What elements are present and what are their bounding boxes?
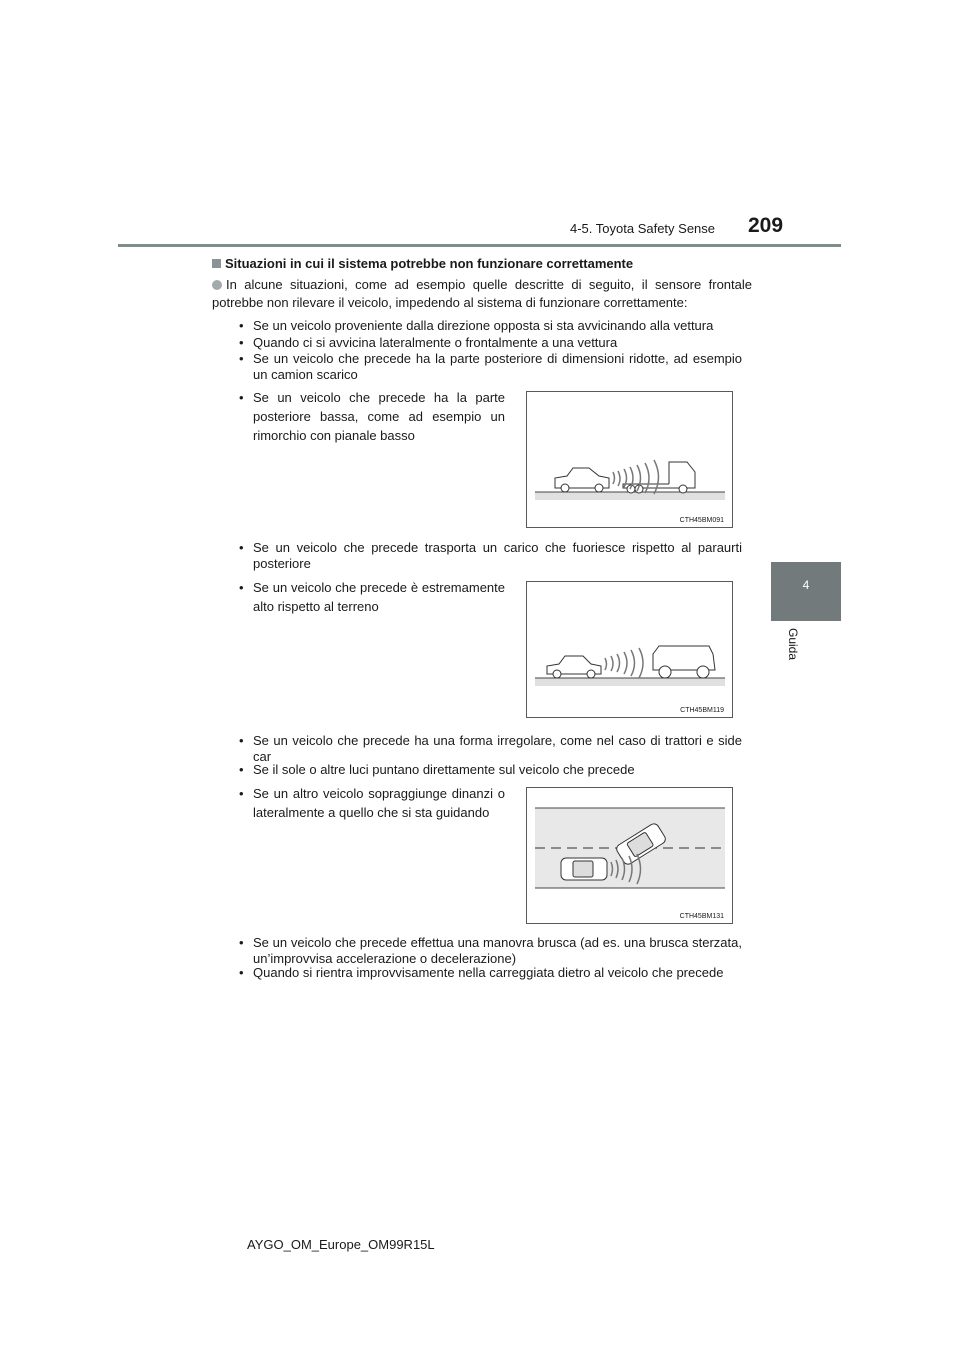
figure-id: CTH45BM119 bbox=[680, 707, 724, 714]
list-item: • Quando ci si avvicina lateralmente o frontalmente a una vettura bbox=[239, 335, 618, 350]
list-item: • Se il sole o altre luci puntano direttamente sul veicolo che precede bbox=[239, 762, 635, 777]
intro-paragraph bbox=[212, 276, 752, 312]
header-rule bbox=[118, 244, 841, 247]
list-item: • Se un veicolo che precede è estremamente alto rispetto al terreno bbox=[239, 580, 505, 614]
section-title: 4-5. Toyota Safety Sense bbox=[570, 221, 716, 236]
document-code: AYGO_OM_Europe_OM99R15L bbox=[247, 1237, 435, 1252]
chapter-label: Guida bbox=[786, 628, 800, 661]
figure-id: CTH45BM131 bbox=[679, 913, 724, 920]
list-item: • Se un veicolo proveniente dalla direzione opposta si sta avvicinando alla vettura bbox=[239, 318, 714, 333]
list-item: • Se un altro veicolo sopraggiunge dinanzi o lateralmente a quello che si sta guidando bbox=[239, 786, 505, 820]
page-number: 209 bbox=[748, 214, 784, 237]
list-item: • Se un veicolo che precede trasporta un carico che fuoriesce rispetto al paraurti posteriore bbox=[239, 540, 742, 571]
chapter-number: 4 bbox=[802, 578, 810, 592]
list-item: • Se un veicolo che precede ha una forma irregolare, come nel caso di trattori e side car bbox=[239, 733, 742, 764]
intro-text: In alcune situazioni, come ad esempio quelle descritte di seguito, il sensore frontale potrebbe non rilevare il veicolo, impedendo al sistema di funzionare correttamente: bbox=[212, 277, 752, 310]
figure-cut-in bbox=[526, 787, 733, 924]
round-bullet-icon bbox=[212, 280, 222, 290]
square-bullet-icon bbox=[212, 259, 221, 268]
figure-id: CTH45BM091 bbox=[679, 517, 724, 524]
section-heading-text: Situazioni in cui il sistema potrebbe non funzionare correttamente bbox=[225, 256, 634, 271]
figure-tall-vehicle bbox=[526, 581, 733, 718]
list-item: • Quando si rientra improvvisamente nella carreggiata dietro al veicolo che precede bbox=[239, 965, 724, 980]
list-item: • Se un veicolo che precede effettua una manovra brusca (ad es. una brusca sterzata, un’improvvisa accelerazione o decelerazione) bbox=[239, 935, 742, 966]
list-item: • Se un veicolo che precede ha la parte posteriore di dimensioni ridotte, ad esempio un camion scarico bbox=[239, 351, 742, 382]
figure-low-trailer bbox=[526, 391, 733, 528]
list-item: • Se un veicolo che precede ha la parte posteriore bassa, come ad esempio un rimorchio con pianale basso bbox=[239, 390, 505, 443]
section-heading bbox=[212, 256, 633, 271]
